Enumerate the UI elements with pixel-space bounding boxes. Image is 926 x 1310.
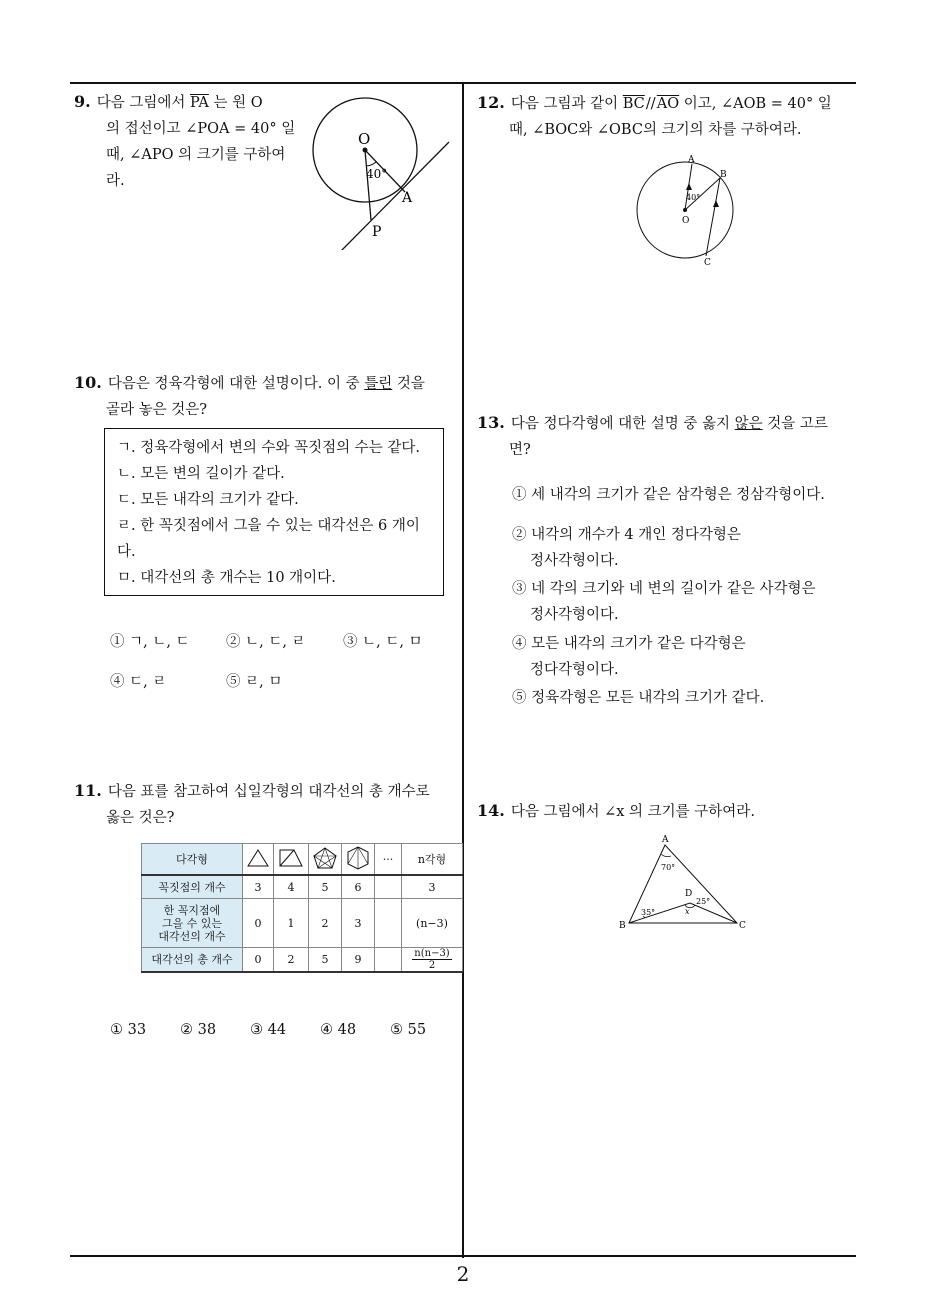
segment-bc: $\overline{BC}$ bbox=[622, 96, 645, 112]
option-1[interactable]: ① ㄱ, ㄴ, ㄷ bbox=[110, 634, 190, 650]
statement: ㅁ. 대각선의 총 개수는 10 개이다. bbox=[117, 570, 336, 586]
pentagon-shape bbox=[309, 844, 342, 876]
angle-label: 40° bbox=[366, 167, 388, 181]
option-5[interactable]: ⑤ ㄹ, ㅁ bbox=[226, 674, 283, 690]
question-number: 14. bbox=[477, 801, 505, 820]
hexagon-shape bbox=[342, 844, 375, 876]
angle-a-label: 70° bbox=[661, 863, 676, 872]
option-2[interactable]: ② 내각의 개수가 4 개인 정다각형은 정사각형이다. bbox=[512, 527, 741, 569]
option-3[interactable]: ③ ㄴ, ㄷ, ㅁ bbox=[343, 634, 423, 650]
option-4[interactable]: ④ 모든 내각의 크기가 같은 다각형은 정다각형이다. bbox=[512, 636, 746, 678]
angle-c-label: 25° bbox=[696, 897, 711, 906]
statement: 다. bbox=[117, 544, 136, 560]
angle-x-label: x bbox=[685, 907, 690, 916]
option-1[interactable]: ① 33 bbox=[110, 1022, 147, 1038]
column-divider bbox=[462, 82, 464, 1258]
statement: ㄷ. 모든 내각의 크기가 같다. bbox=[117, 492, 299, 508]
label-a: A bbox=[402, 190, 413, 206]
statements-box bbox=[104, 428, 444, 596]
figure-triangle bbox=[615, 832, 755, 937]
option-1[interactable]: ① 세 내각의 크기가 같은 삼각형은 정삼각형이다. bbox=[512, 487, 825, 503]
question-10: 10. 다음은 정육각형에 대한 설명이다. 이 중 틀린 것을 골라 놓은 것은? bbox=[74, 373, 425, 418]
bottom-rule bbox=[70, 1255, 856, 1257]
row-label: 한 꼭지점에 그을 수 있는 대각선의 개수 bbox=[142, 899, 243, 948]
option-2[interactable]: ② ㄴ, ㄷ, ㄹ bbox=[226, 634, 306, 650]
angle-label: 40° bbox=[686, 193, 701, 202]
label-a: A bbox=[688, 155, 695, 165]
question-number: 11. bbox=[74, 781, 102, 800]
triangle-shape bbox=[243, 844, 274, 876]
question-9: 9. 다음 그림에서 $\overline{PA}$ 는 원 O 의 접선이고 ∠POA = 40° 일 때, ∠APO 의 크기를 구하여 라. bbox=[74, 92, 296, 189]
option-2[interactable]: ② 38 bbox=[180, 1022, 217, 1038]
page-number: 2 bbox=[456, 1262, 470, 1286]
label-b: B bbox=[619, 921, 626, 931]
label-c: C bbox=[739, 921, 746, 931]
label-a: A bbox=[662, 835, 669, 845]
option-3[interactable]: ③ 네 각의 크기와 네 변의 길이가 같은 사각형은 정사각형이다. bbox=[512, 581, 816, 623]
row-label: 꼭짓점의 개수 bbox=[142, 875, 243, 899]
figure-circle-parallel bbox=[630, 150, 740, 270]
quadrilateral-shape bbox=[274, 844, 309, 876]
label-p: P bbox=[372, 224, 382, 240]
row-label: 대각선의 총 개수 bbox=[142, 948, 243, 973]
question-12: 12. 다음 그림과 같이 $\overline{BC}//\overline{AO}$ 이고, ∠AOB = 40° 일 때, ∠BOC와 ∠OBC의 크기의 차를 구하여라. bbox=[477, 93, 832, 138]
statement: ㄹ. 한 꼭짓점에서 그을 수 있는 대각선은 6 개이 bbox=[117, 518, 420, 534]
question-11: 11. 다음 표를 참고하여 십일각형의 대각선의 총 개수로 옳은 것은? bbox=[74, 781, 430, 826]
figure-circle-tangent bbox=[300, 90, 460, 250]
fraction: $\frac{n(n-3)}{2}$ bbox=[414, 948, 450, 971]
statement: ㄴ. 모든 변의 길이가 같다. bbox=[117, 466, 285, 482]
polygon-table: 다각형 ··· n각형 꼭짓점의 개수 3 4 5 6 3 한 꼭지점에 그을 수 있는 대각선의 개수 0 1 2 3 (n−3) 대각선의 총 개수 0 2 5 9 $\frac{n(n-3)}{2}$ bbox=[141, 843, 463, 973]
answer-options bbox=[110, 1022, 460, 1046]
question-number: 9. bbox=[74, 92, 91, 111]
statement: ㄱ. 정육각형에서 변의 수와 꼭짓점의 수는 같다. bbox=[117, 440, 421, 456]
ellipsis: ··· bbox=[375, 844, 402, 876]
answer-options bbox=[110, 630, 460, 690]
label-o: O bbox=[358, 130, 371, 148]
option-4[interactable]: ④ 48 bbox=[320, 1022, 357, 1038]
option-5[interactable]: ⑤ 55 bbox=[390, 1022, 427, 1038]
label-d: D bbox=[685, 889, 693, 899]
label-o: O bbox=[682, 216, 690, 226]
header-polygon: 다각형 bbox=[142, 844, 243, 876]
option-4[interactable]: ④ ㄷ, ㄹ bbox=[110, 674, 167, 690]
header-ngon: n각형 bbox=[402, 844, 463, 876]
question-13: 13. 다음 정다각형에 대한 설명 중 옳지 않은 것을 고르 면? bbox=[477, 413, 828, 458]
vector-pa: $\overline{PA}$ bbox=[189, 95, 209, 111]
angle-b-label: 35° bbox=[641, 908, 656, 917]
option-3[interactable]: ③ 44 bbox=[250, 1022, 287, 1038]
label-b: B bbox=[720, 170, 727, 180]
option-5[interactable]: ⑤ 정육각형은 모든 내각의 크기가 같다. bbox=[512, 690, 765, 706]
question-number: 12. bbox=[477, 93, 505, 112]
question-14: 14. 다음 그림에서 ∠x 의 크기를 구하여라. bbox=[477, 801, 755, 820]
question-number: 10. bbox=[74, 373, 102, 392]
segment-ao: $\overline{AO}$ bbox=[656, 96, 680, 112]
question-number: 13. bbox=[477, 413, 505, 432]
label-c: C bbox=[704, 258, 711, 268]
